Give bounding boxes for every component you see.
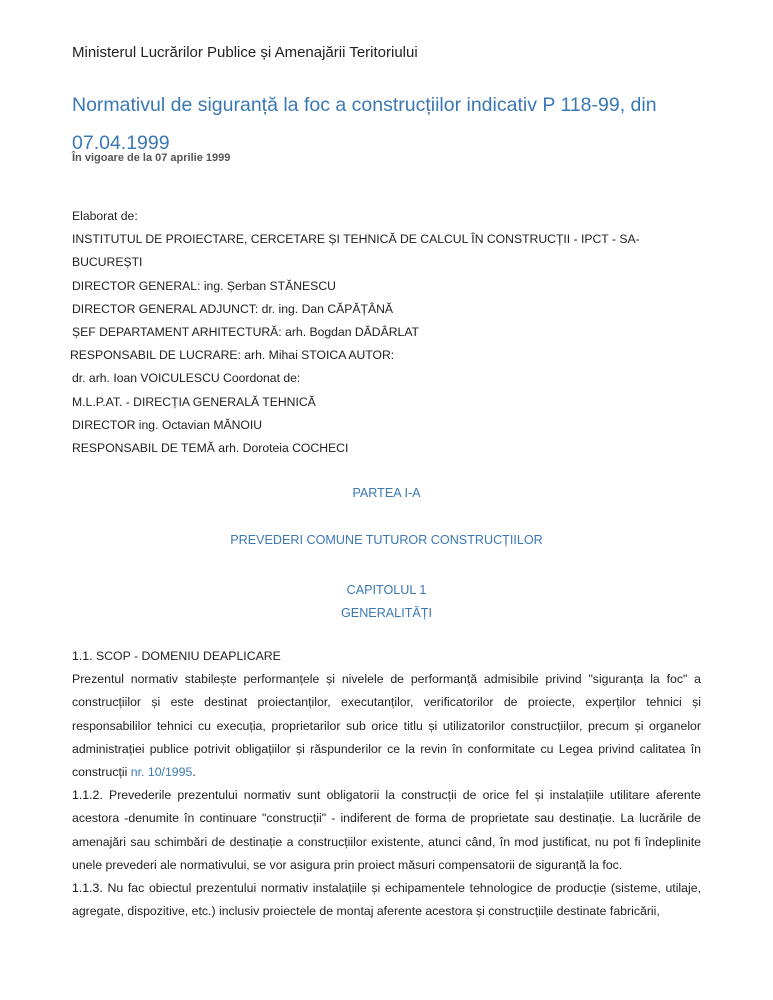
author-line: M.L.P.AT. - DIRECȚIA GENERALĂ TEHNICĂ — [72, 394, 316, 409]
title-line-1: Normativul de siguranță la foc a construcțiilor indicativ P 118-99, din — [72, 94, 657, 116]
author-line: RESPONSABIL DE LUCRARE: arh. Mihai STOICA AUTOR: — [70, 348, 395, 363]
title-line-2: 07.04.1999 — [72, 132, 170, 154]
ministry-name: Ministerul Lucrărilor Publice și Amenajării Teritoriului — [72, 44, 418, 61]
author-line: DIRECTOR GENERAL: ing. Șerban STĂNESCU — [72, 278, 336, 293]
paragraph-1-1 — [72, 668, 701, 784]
author-line: dr. arh. Ioan VOICULESCU Coordonat de: — [72, 371, 301, 386]
paragraph-text: Prezentul normativ stabilește performanțele și nivelele de performanță admisibile privind "siguranța la foc" a construcțiilor și este destinat proiectanților, executanților, verificatorilor de proiecte, experților tehnici și responsabililor tehnici cu execuția, proprietarilor sub orice titlu și utilizatorilor construcțiilor, precum și organelor administrației publice potrivit obligațiilor și răspunderilor ce la revin în conformitate cu Legea privind calitatea în construcții — [72, 672, 701, 780]
paragraph-text: Nu fac obiectul prezentului normativ instalațiile și echipamentele tehnologice de producție (sisteme, utilaje, agregate, dispozitive, etc.) inclusiv proiectele de montaj aferente acestora și construcțiile destinate fabricării, — [72, 881, 701, 919]
section-number: 1.1.2. — [72, 788, 103, 803]
authors-block — [72, 205, 732, 460]
in-force-date: În vigoare de la 07 aprilie 1999 — [72, 152, 231, 164]
law-link[interactable]: nr. 10/1995 — [130, 765, 193, 780]
author-line: Elaborat de: — [72, 209, 138, 223]
author-line: DIRECTOR ing. Octavian MĂNOIU — [72, 417, 263, 432]
author-line: RESPONSABIL DE TEMĂ arh. Doroteia COCHECI — [72, 440, 349, 455]
section-heading-1-1 — [72, 645, 701, 668]
author-line: DIRECTOR GENERAL ADJUNCT: dr. ing. Dan CĂPĂȚÂNĂ — [72, 301, 394, 316]
author-line: ȘEF DEPARTAMENT ARHITECTURĂ: arh. Bogdan DĂDÂRLAT — [72, 324, 419, 339]
paragraph-text: Prevederile prezentului normativ sunt obligatorii la construcții de orice fel și instalațiile utilitare aferente acestora -denumite în continuare "construcții" - indiferent de forma de proprietate sau destinație. La lucrările de amenajări sau schimbări de destinație a construcțiilor existente, atunci când, în mod justificat, nu pot fi îndeplinite unele prevederi ale normativului, se vor asigura prin proiect măsuri compensatorii de siguranță la foc. — [72, 788, 701, 872]
section-title: SCOP - DOMENIU DEAPLICARE — [95, 649, 281, 663]
author-line: INSTITUTUL DE PROIECTARE, CERCETARE ȘI TEHNICĂ DE CALCUL ÎN CONSTRUCȚII - IPCT - SA- — [72, 232, 640, 247]
paragraph-1-1-3 — [72, 877, 701, 923]
chapter-title: GENERALITĂȚI — [341, 606, 432, 620]
document-body — [72, 645, 701, 923]
part-subheading: PREVEDERI COMUNE TUTUROR CONSTRUCȚIILOR — [230, 533, 543, 547]
document-title — [72, 86, 732, 162]
chapter-heading: CAPITOLUL 1 — [346, 583, 427, 597]
author-line: BUCUREȘTI — [72, 255, 143, 270]
section-number: 1.1. — [72, 649, 93, 663]
part-heading: PARTEA I-A — [352, 486, 421, 500]
paragraph-1-1-2 — [72, 784, 701, 877]
paragraph-end: . — [192, 765, 196, 780]
section-number: 1.1.3. — [72, 881, 103, 896]
